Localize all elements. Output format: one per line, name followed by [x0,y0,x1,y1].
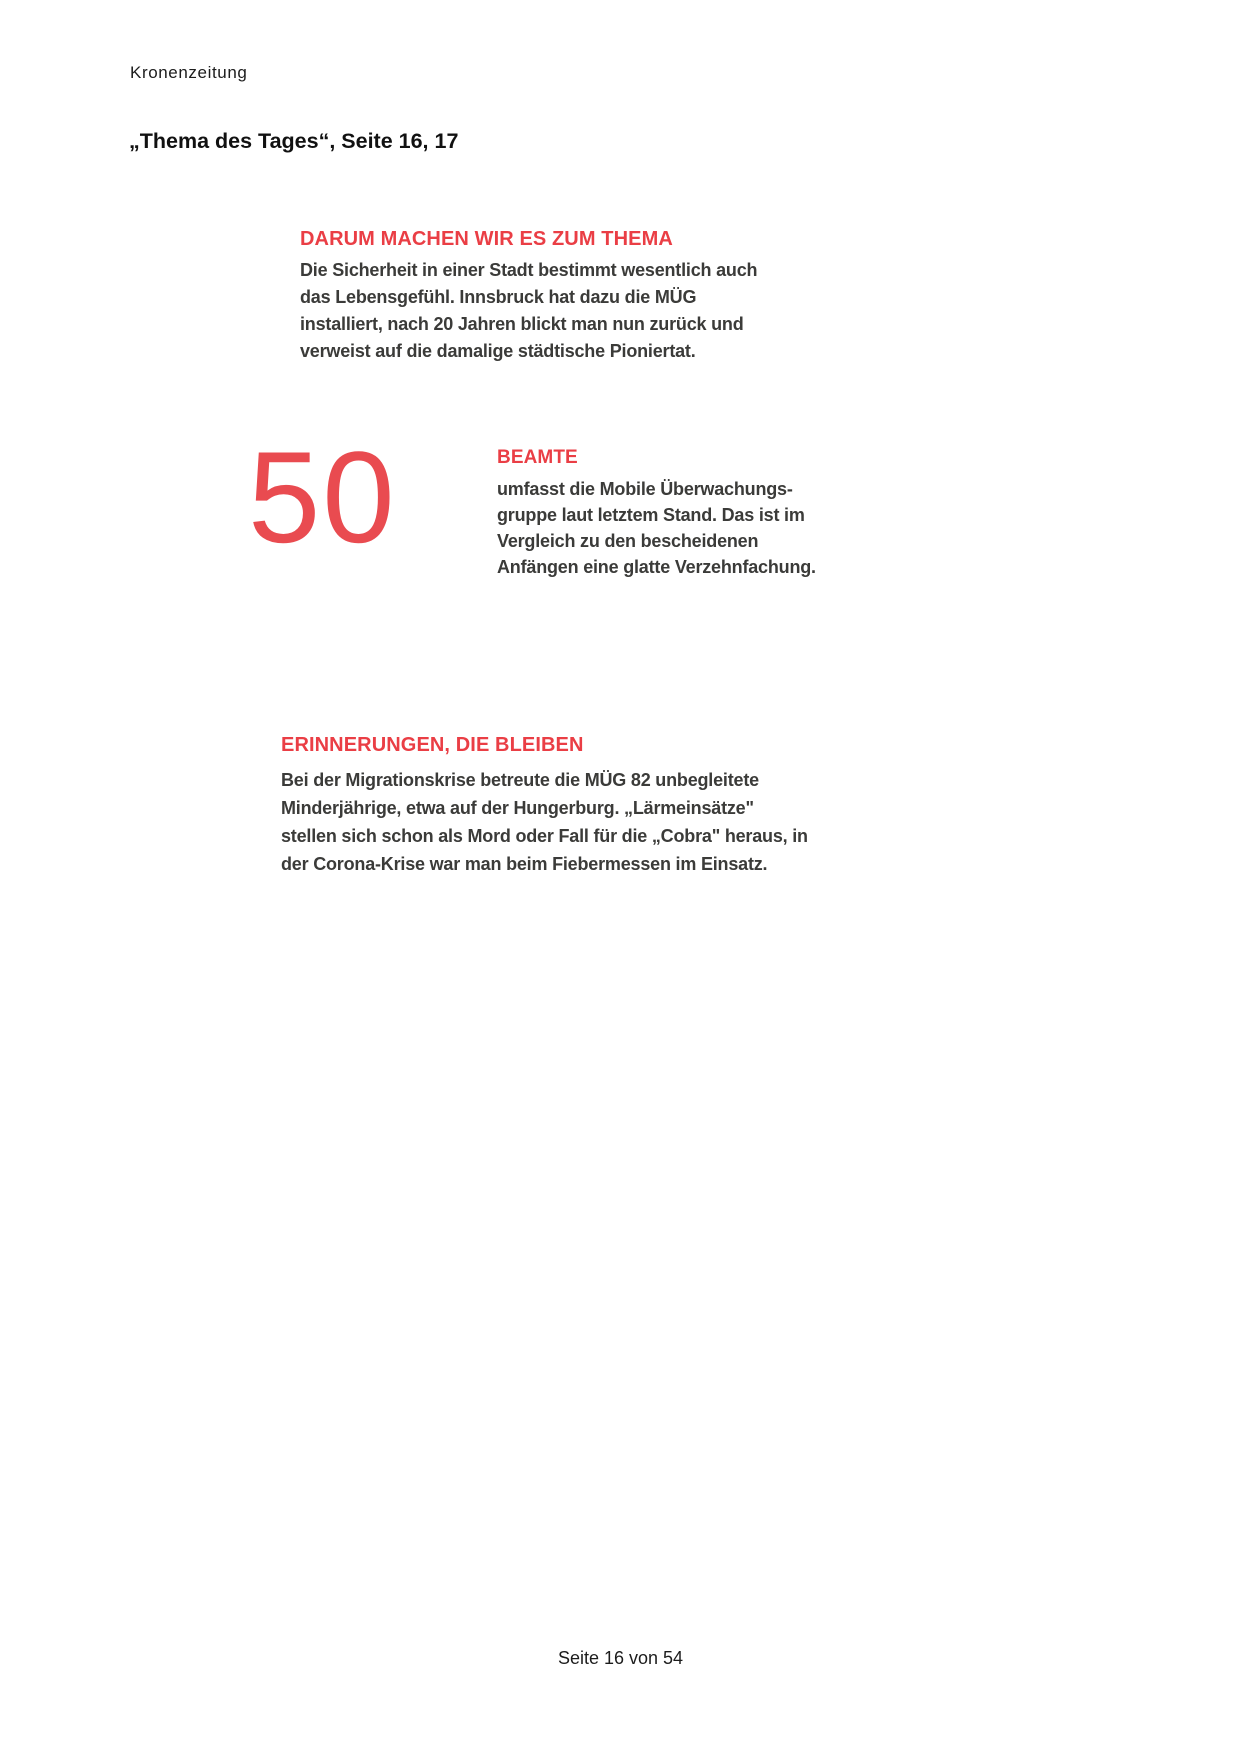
clip-section-erinnerungen [281,733,808,878]
page-title: „Thema des Tages“, Seite 16, 17 [129,129,459,153]
body-line: umfasst die Mobile Überwachungs- [497,479,793,499]
body-line: das Lebensgefühl. Innsbruck hat dazu die MÜG [300,287,697,307]
body-line: stellen sich schon als Mord oder Fall für die „Cobra" heraus, in [281,826,808,846]
body-line: gruppe laut letztem Stand. Das ist im [497,505,805,525]
body-line: Bei der Migrationskrise betreute die MÜG 82 unbegleitete [281,770,759,790]
body-line: Die Sicherheit in einer Stadt bestimmt wesentlich auch [300,260,758,280]
body-line: Vergleich zu den bescheidenen [497,531,759,551]
stat-number: 50 [248,424,397,570]
body-line: installiert, nach 20 Jahren blickt man nun zurück und [300,314,744,334]
body-line: Minderjährige, etwa auf der Hungerburg. „Lärmeinsätze" [281,798,754,818]
body-line: Anfängen eine glatte Verzehnfachung. [497,557,816,577]
section-heading-erinnerungen: ERINNERUNGEN, DIE BLEIBEN [281,734,584,756]
body-line: verweist auf die damalige städtische Pioniertat. [300,341,696,361]
body-line: der Corona-Krise war man beim Fiebermessen im Einsatz. [281,854,768,874]
page-number-footer: Seite 16 von 54 [557,1648,684,1668]
section-heading-darum: DARUM MACHEN WIR ES ZUM THEMA [300,228,673,250]
clip-section-darum [300,227,757,365]
clip-section-beamte [497,446,816,580]
publication-name: Kronenzeitung [130,63,248,82]
section-heading-beamte: BEAMTE [497,447,578,468]
